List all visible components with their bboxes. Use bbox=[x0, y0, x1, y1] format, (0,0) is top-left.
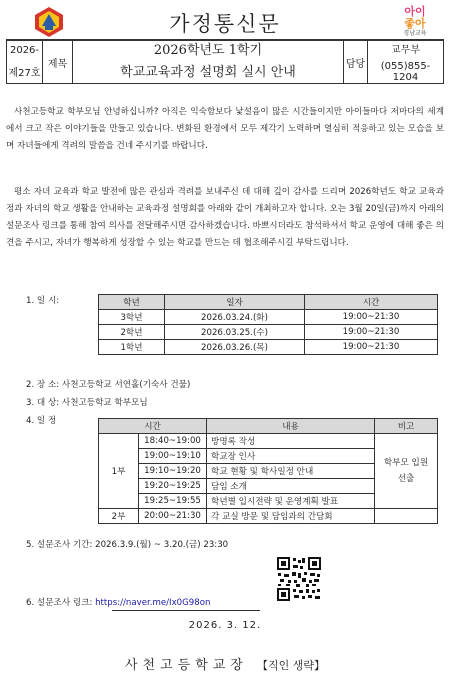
schedule-table bbox=[98, 294, 438, 355]
content-cell: 학교장 인사 bbox=[207, 449, 375, 464]
grade-cell: 2학년 bbox=[99, 325, 165, 340]
department: 교무부 bbox=[391, 45, 420, 56]
column-header: 학년 bbox=[99, 295, 165, 310]
time-cell: 19:00~19:10 bbox=[139, 449, 207, 464]
title-row bbox=[6, 4, 444, 40]
survey-period: 5. 설문조사 기간: 2026.3.9.(월) ~ 3.20.(금) 23:30 bbox=[26, 540, 229, 550]
content-cell: 담임 소개 bbox=[207, 479, 375, 494]
time-cell: 19:00~21:30 bbox=[305, 325, 438, 340]
target-value: 사천고등학교 학부모님 bbox=[61, 398, 148, 408]
invitation-paragraph: 평소 자녀 교육과 학교 발전에 많은 관심과 격려를 보내주신 데 대해 깊이 감사를 드리며 2026학년도 학교 교육과정과 자녀의 학교 생활을 안내하는 교육과정 설명회를 아래와 같이 개최하고자 합니다. 오는 3월 20일(금)까지 아래의 설문조사 링크를 통해 참여 의사를 전달해주시면 감사하겠습니다. 바쁘시더라도 참석하셔서 학교 운영에 대해 좋은 의견을 주시고, 자녀가 행복하게 성장할 수 있는 학교를 만드는 데 협조해주시길 부탁드립니다. bbox=[6, 187, 444, 248]
gyeongnam-education-logo bbox=[392, 6, 438, 38]
header-table bbox=[6, 40, 444, 84]
logo-line3: 경남교육 bbox=[403, 30, 427, 37]
qr-code-icon[interactable] bbox=[276, 556, 322, 602]
subject-line1: 2026학년도 1학기 bbox=[153, 43, 263, 58]
greeting-paragraph: 사천고등학교 학부모님 안녕하십니까? 아직은 익숙함보다 낯설음이 많은 시간들이지만 아이들마다 저마다의 세계에서 크고 작은 이야기들을 만들고 있습니다. 변화된 환경에서 모두 제각기 노력하며 열심히 적응하고 있는 모습을 보며 자녀들에게 격려의 말씀을 건네 주시기를 바랍니다. bbox=[6, 107, 444, 151]
column-header: 비고 bbox=[375, 419, 438, 434]
content-cell: 방명록 작성 bbox=[207, 434, 375, 449]
subject-cell bbox=[73, 41, 344, 84]
time-cell: 19:25~19:55 bbox=[139, 494, 207, 509]
program-table bbox=[98, 418, 438, 524]
column-header: 시간 bbox=[305, 295, 438, 310]
time-cell: 18:40~19:00 bbox=[139, 434, 207, 449]
place-line bbox=[26, 378, 190, 390]
subject-line2: 학교교육과정 설명회 실시 안내 bbox=[120, 65, 296, 80]
survey-link-line bbox=[26, 596, 210, 608]
content-cell: 각 교실 방문 및 담임과의 간담회 bbox=[207, 509, 375, 524]
signer-line bbox=[0, 654, 450, 673]
time-cell: 19:00~21:30 bbox=[305, 310, 438, 325]
survey-link-label: 6. 설문조사 링크: bbox=[26, 598, 93, 608]
survey-link[interactable]: https://naver.me/Ix0G98on bbox=[95, 598, 211, 608]
grade-cell: 3학년 bbox=[99, 310, 165, 325]
note-text: 학부모 입원 선출 bbox=[383, 458, 429, 484]
table-header-row bbox=[99, 295, 438, 310]
issue-date: 2026. 3. 12. bbox=[188, 620, 262, 631]
part-cell: 2부 bbox=[99, 509, 139, 524]
target-line bbox=[26, 396, 148, 408]
table-row bbox=[99, 325, 438, 340]
table-row bbox=[99, 340, 438, 355]
phone-number: (055)855-1204 bbox=[380, 61, 431, 83]
content-cell: 학년별 입시전략 및 운영계획 발표 bbox=[207, 494, 375, 509]
signer-note: 【직인 생략】 bbox=[257, 659, 326, 672]
part-cell: 1부 bbox=[99, 434, 139, 509]
doc-number: 제27호 bbox=[8, 68, 41, 79]
place-value: 사천고등학교 서연홀(기숙사 건물) bbox=[61, 380, 191, 390]
subject-label: 제목 bbox=[43, 41, 73, 84]
time-cell: 19:20~19:25 bbox=[139, 479, 207, 494]
date-cell: 2026.03.24.(화) bbox=[165, 310, 305, 325]
logo-line1: 아이 bbox=[404, 5, 426, 18]
owner-label: 담당 bbox=[344, 41, 368, 84]
page-title: 가정통신문 bbox=[169, 12, 281, 36]
note-empty-cell bbox=[375, 509, 438, 524]
program-label: 4. 일 정 bbox=[26, 416, 57, 426]
place-label: 2. 장 소: bbox=[26, 380, 60, 390]
content-cell: 학교 현황 및 학사일정 안내 bbox=[207, 464, 375, 479]
time-cell: 20:00~21:30 bbox=[139, 509, 207, 524]
contact-cell bbox=[368, 41, 444, 84]
schedule-label: 1. 일 시: bbox=[26, 296, 60, 306]
grade-cell: 1학년 bbox=[99, 340, 165, 355]
link-underline bbox=[112, 610, 260, 611]
time-cell: 19:00~21:30 bbox=[305, 340, 438, 355]
note-cell bbox=[375, 434, 438, 509]
table-header-row bbox=[99, 419, 438, 434]
time-cell: 19:10~19:20 bbox=[139, 464, 207, 479]
date-cell: 2026.03.26.(목) bbox=[165, 340, 305, 355]
date-cell: 2026.03.25.(수) bbox=[165, 325, 305, 340]
document-number-cell bbox=[7, 41, 43, 84]
logo-line2: 좋아 bbox=[404, 17, 426, 30]
signer-name: 사천고등학교장 bbox=[124, 658, 248, 673]
target-label: 3. 대 상: bbox=[26, 398, 60, 408]
column-header: 시간 bbox=[99, 419, 207, 434]
table-row bbox=[99, 434, 438, 449]
column-header: 내용 bbox=[207, 419, 375, 434]
column-header: 일자 bbox=[165, 295, 305, 310]
doc-year: 2026- bbox=[9, 45, 40, 56]
table-row bbox=[99, 509, 438, 524]
table-row bbox=[99, 310, 438, 325]
